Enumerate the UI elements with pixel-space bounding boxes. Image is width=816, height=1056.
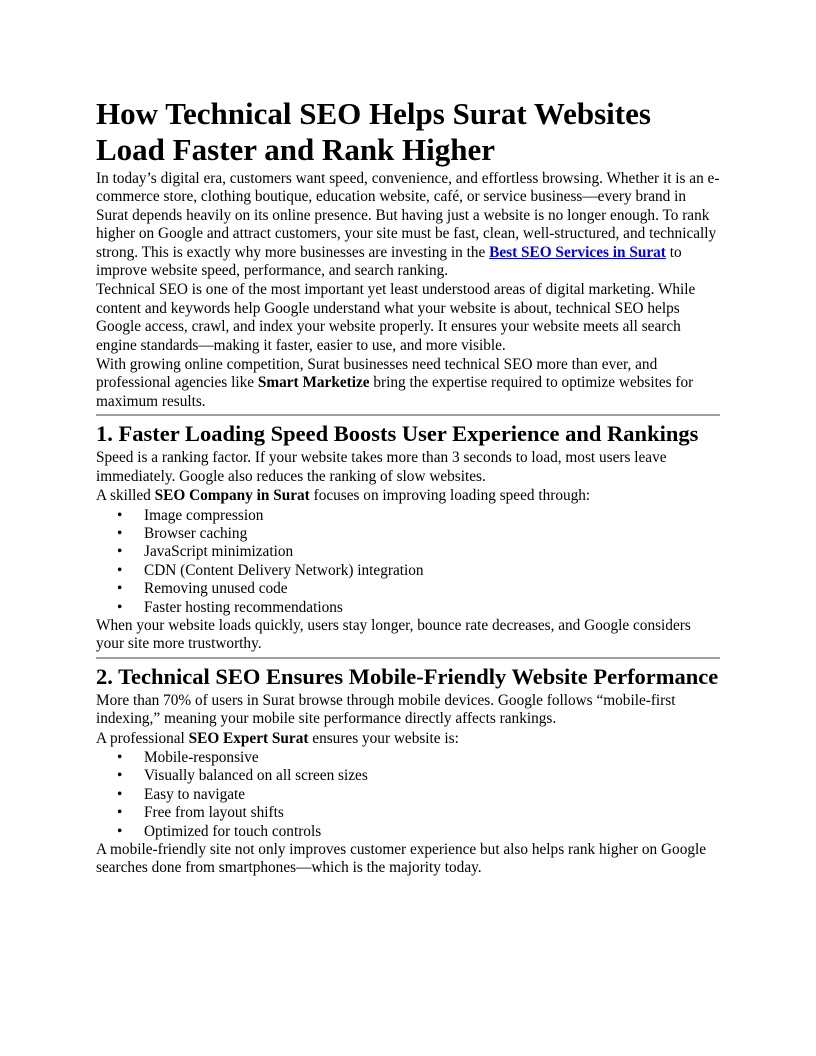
list-item (117, 785, 720, 804)
section-1-paragraph-2 (96, 487, 720, 505)
intro-p1-text-a: In today’s digital era, customers want speed, convenience, and effortless browsing. Whether it is an e-commerce store, clothing boutique, education website, café, or service business—every brand in Surat depends heavily on its online presence. But having just a website is no longer enough. To rank higher on Google and attract customers, your site must be fast, clean, well-structured, and technically strong. This is exactly why more businesses are investing in the (96, 170, 720, 261)
list-item (117, 580, 720, 598)
seo-company-bold: SEO Company in Surat (154, 487, 310, 505)
list-item-text: Visually balanced on all screen sizes (144, 767, 368, 785)
section-1-heading: 1. Faster Loading Speed Boosts User Experience and Rankings (96, 421, 699, 447)
list-item-text: Image compression (144, 506, 264, 524)
intro-p1-text-b: to improve website speed, performance, and search ranking. (96, 243, 682, 280)
section-2-heading: 2. Technical SEO Ensures Mobile-Friendly Website Performance (96, 663, 719, 689)
list-item (117, 804, 720, 822)
list-item-text: Faster hosting recommendations (144, 598, 343, 616)
section-1-paragraph-3: When your website loads quickly, users stay longer, bounce rate decreases, and Google considers your site more trustworthy. (96, 616, 691, 653)
page-title: How Technical SEO Helps Surat Websites Load Faster and Rank Higher (96, 96, 651, 167)
divider-1 (96, 414, 720, 416)
list-item (117, 506, 720, 525)
bullet-icon: • (117, 785, 123, 803)
list-item-text: Optimized for touch controls (144, 822, 322, 840)
intro-p3-text-b: bring the expertise required to optimize websites for maximum results. (96, 374, 694, 410)
section-2-p2-text-b: ensures your website is: (308, 729, 459, 747)
list-item (117, 543, 720, 561)
section-1-p2-text-a: A skilled (96, 487, 155, 505)
intro-paragraph-1 (96, 170, 720, 280)
list-item (117, 748, 720, 767)
list-item-text: Easy to navigate (144, 785, 246, 803)
section-1-list (96, 507, 720, 617)
list-item-text: Mobile-responsive (144, 748, 259, 766)
bullet-icon: • (117, 748, 123, 766)
list-item-text: Free from layout shifts (144, 804, 284, 822)
section-2-paragraph-2 (96, 730, 720, 748)
bullet-icon: • (117, 524, 123, 542)
bullet-icon: • (117, 543, 123, 561)
list-item (117, 561, 720, 580)
divider-2 (96, 657, 720, 659)
intro-paragraph-2: Technical SEO is one of the most important yet least understood areas of digital marketing. While content and keywords help Google understand what your website is about, technical SEO helps Google access, crawl, and index your website properly. It ensures your website meets all search engine standards—making it faster, easier to use, and more visible. (96, 281, 696, 354)
section-1-paragraph-1: Speed is a ranking factor. If your website takes more than 3 seconds to load, most users leave immediately. Google also reduces the ranking of slow websites. (96, 449, 667, 485)
section-2-paragraph-3: A mobile-friendly site not only improves customer experience but also helps rank higher on Google searches done from smartphones—which is the majority today. (96, 841, 707, 877)
smart-marketize-bold: Smart Marketize (257, 374, 370, 392)
bullet-icon: • (117, 598, 123, 616)
bullet-icon: • (117, 561, 123, 579)
best-seo-services-link[interactable]: Best SEO Services in Surat (489, 243, 666, 261)
seo-expert-bold: SEO Expert Surat (188, 729, 309, 747)
intro-paragraph-3 (96, 356, 720, 411)
section-2-p2-text-a: A professional (96, 729, 189, 747)
list-item (117, 767, 720, 785)
list-item (117, 524, 720, 543)
list-item-text: CDN (Content Delivery Network) integration (144, 561, 424, 579)
list-item-text: Browser caching (144, 524, 248, 542)
bullet-icon: • (117, 804, 123, 822)
bullet-icon: • (117, 580, 123, 598)
bullet-icon: • (117, 822, 123, 840)
section-2-list (96, 749, 720, 841)
list-item-text: JavaScript minimization (144, 543, 294, 561)
list-item (117, 598, 720, 617)
bullet-icon: • (117, 506, 123, 524)
bullet-icon: • (117, 767, 123, 785)
section-2-paragraph-1: More than 70% of users in Surat browse through mobile devices. Google follows “mobile-first indexing,” meaning your mobile site performance directly affects rankings. (96, 691, 676, 728)
list-item (117, 822, 720, 841)
section-1-p2-text-b: focuses on improving loading speed through: (309, 487, 591, 505)
list-item-text: Removing unused code (144, 580, 288, 598)
document-page (96, 96, 720, 879)
intro-p3-text-a: With growing online competition, Surat businesses need technical SEO more than ever, and professional agencies like (96, 356, 658, 392)
